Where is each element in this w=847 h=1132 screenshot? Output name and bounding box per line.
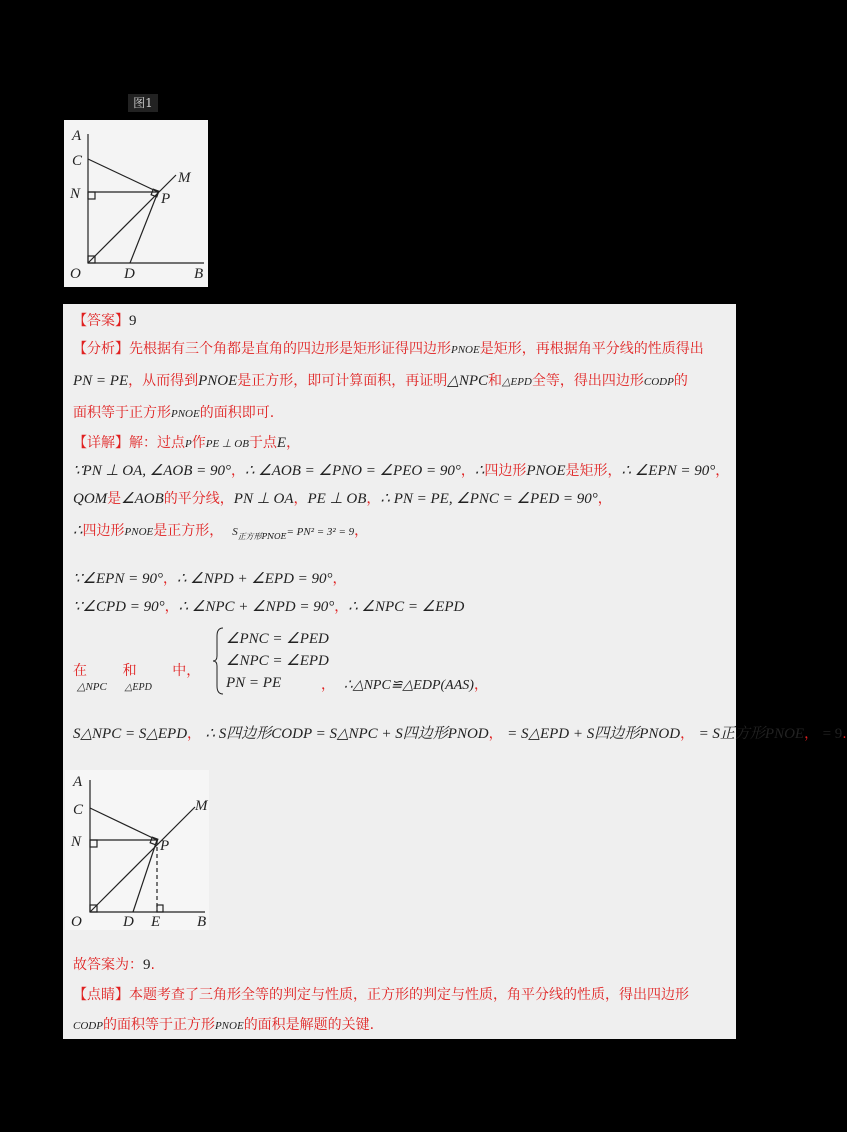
detail-line-5: ∵∠EPN = 90°，∴ ∠NPD + ∠EPD = 90°，	[73, 571, 347, 587]
text: 是矩形，	[565, 463, 622, 479]
comment-line-2	[73, 1014, 374, 1034]
text: 是	[107, 491, 122, 507]
triangles-below	[77, 678, 152, 694]
text: 故答案为：	[73, 957, 143, 973]
math: = S正方形PNOE	[698, 726, 805, 742]
svg-text:E: E	[151, 914, 161, 930]
math: ∴ ∠AOB = ∠PNO = ∠PEO = 90°	[245, 463, 461, 479]
math: ∠NPC = ∠EPD	[226, 653, 329, 669]
angle-bisector-diagram	[64, 120, 208, 287]
math: CODP	[643, 376, 674, 388]
text: 全等，得出四边形	[531, 373, 644, 389]
comment-line-1	[73, 984, 689, 1004]
math: = PN² = 3² = 9	[286, 526, 355, 538]
svg-text:N: N	[70, 186, 81, 202]
math: △EPD	[124, 682, 152, 693]
svg-text:O: O	[70, 266, 81, 282]
text: 四边形	[82, 523, 125, 539]
math: = 9	[822, 726, 843, 742]
math: ∵PN ⊥ OA, ∠AOB = 90°	[73, 463, 231, 479]
svg-text:M: M	[178, 170, 191, 186]
math: ∴ ∠NPC = ∠EPD	[348, 599, 465, 615]
text: 的平分线，	[163, 491, 234, 507]
math: PNOE	[214, 1020, 244, 1032]
math: △NPC	[77, 681, 107, 693]
text: 是正方形，	[153, 523, 224, 539]
svg-text:N: N	[71, 834, 82, 850]
math: △EPD	[502, 376, 532, 388]
svg-text:C: C	[72, 153, 83, 169]
math: PN ⊥ OA	[233, 491, 294, 507]
text: .	[150, 957, 155, 973]
text: 和	[488, 373, 503, 389]
math: CODP	[73, 1020, 103, 1032]
detail-line-6: ∵∠CPD = 90°，∴ ∠NPC + ∠NPD = 90°，∴ ∠NPC = ∠EPD	[73, 599, 465, 615]
text: 先根据有三个角都是直角的四边形是矩形证得四边形	[129, 341, 451, 357]
text: 的面积是解题的关键.	[243, 1017, 375, 1033]
math: ∴△NPC≌△EDP(AAS)	[343, 678, 474, 693]
detail-line-2: ∵PN ⊥ OA, ∠AOB = 90°，∴ ∠AOB = ∠PNO = ∠PEO = 90°，∴四边形PNOE是矩形，∴ ∠EPN = 90°，	[73, 463, 730, 479]
math: = S△EPD + S四边形PNOD	[507, 726, 681, 742]
figure-label: 图1	[128, 94, 158, 112]
text: 在	[73, 663, 87, 679]
svg-text:M: M	[195, 798, 208, 814]
svg-text:D: D	[124, 266, 135, 282]
analysis-tag: 【分析】	[73, 341, 129, 357]
detail-line-1	[73, 432, 300, 452]
text: 的面积即可.	[199, 405, 275, 421]
math: PNOE	[124, 526, 154, 538]
geometry-figure-1	[64, 120, 208, 287]
detail-line-4: ∴四边形PNOE是正方形， $S_{正方形PNOE}= PN^2 = 3^2 = 9$，	[73, 523, 369, 541]
math: ∴ PN = PE, ∠PNC = ∠PED = 90°	[380, 491, 598, 507]
math: ∴ ∠NPC + ∠NPD = 90°	[178, 599, 335, 615]
analysis-line-1	[73, 338, 704, 358]
equation-system	[226, 628, 329, 694]
congruence-line: ， ∴△NPC≌△EDP(AAS)，	[321, 677, 488, 693]
svg-text:P: P	[161, 191, 171, 207]
math: QOM	[73, 491, 108, 507]
math: ∵∠EPN = 90°	[73, 571, 163, 587]
math: S△NPC = S△EPD	[73, 726, 188, 742]
math: PN = PE	[73, 373, 129, 389]
text: 中，	[172, 663, 201, 679]
math: E	[276, 435, 287, 451]
svg-text:D: D	[123, 914, 134, 930]
svg-text:B: B	[194, 266, 204, 282]
svg-text:O: O	[71, 914, 82, 930]
text: 是正方形，即可计算面积，再证明	[237, 373, 448, 389]
brace-icon	[213, 626, 225, 700]
comment-tag: 【点睛】	[73, 987, 129, 1003]
math: ∴ ∠NPD + ∠EPD = 90°	[176, 571, 333, 587]
analysis-line-2	[73, 370, 688, 390]
svg-text:B: B	[197, 914, 207, 930]
answer-value: 9	[129, 313, 137, 329]
solution-panel	[63, 304, 847, 1039]
math: PNOE	[451, 344, 480, 356]
math: S	[232, 526, 238, 538]
math: ∴	[474, 463, 485, 479]
conclusion-line	[73, 954, 155, 974]
text: 和	[122, 663, 137, 679]
math: PN = PE	[226, 675, 282, 691]
analysis-line-3	[73, 402, 274, 422]
math: PNOE	[198, 373, 238, 389]
math: PNOE	[526, 463, 566, 479]
math: ∠AOB	[121, 491, 164, 507]
math: PE ⊥ OB	[205, 438, 249, 450]
answer-tag: 【答案】	[73, 313, 129, 329]
subscript: 正方形PNOE	[237, 532, 287, 541]
text: 是矩形，再根据角平分线的性质得出	[479, 341, 704, 357]
answer-line	[73, 310, 137, 330]
text: ，	[286, 435, 301, 451]
svg-text:P: P	[160, 838, 170, 854]
text: 的	[673, 373, 688, 389]
text: 面积等于正方形	[73, 405, 171, 421]
text: 于点	[248, 435, 277, 451]
svg-text:A: A	[72, 128, 82, 144]
final-answer: 9	[143, 957, 151, 973]
text: ，从而得到	[128, 373, 199, 389]
math: PNOE	[171, 408, 200, 420]
math: P	[185, 438, 192, 450]
math: ∠PNC = ∠PED	[226, 631, 329, 647]
svg-text:A: A	[73, 774, 83, 790]
text: 作	[191, 435, 206, 451]
text: 本题考查了三角形全等的判定与性质，正方形的判定与性质，角平分线的性质，得出四边形	[129, 987, 689, 1003]
math: ∴ ∠EPN = 90°	[621, 463, 716, 479]
math: ∵∠CPD = 90°	[73, 599, 165, 615]
text: 的面积等于正方形	[102, 1017, 215, 1033]
detail-line-7	[73, 660, 200, 680]
math: ∴ S四边形CODP = S△NPC + S四边形PNOD	[205, 726, 489, 742]
math: ∴	[73, 523, 83, 539]
math: △NPC	[447, 373, 489, 389]
math: PE ⊥ OB	[307, 491, 367, 507]
geometry-figure-2	[65, 770, 209, 930]
detail-line-8: S△NPC = S△EPD， ∴ S四边形CODP = S△NPC + S四边形PNOD， = S△EPD + S四边形PNOD， = S正方形PNOE， = 9.	[73, 726, 847, 742]
detail-tag: 【详解】	[73, 435, 129, 451]
angle-bisector-diagram-with-perpendicular	[65, 770, 209, 930]
detail-line-3: QOM是∠AOB的平分线，PN ⊥ OA，PE ⊥ OB，∴ PN = PE, ∠PNC = ∠PED = 90°，	[73, 491, 612, 507]
text: 解：过点	[129, 435, 185, 451]
text: 四边形	[484, 463, 527, 479]
svg-text:C: C	[73, 802, 84, 818]
